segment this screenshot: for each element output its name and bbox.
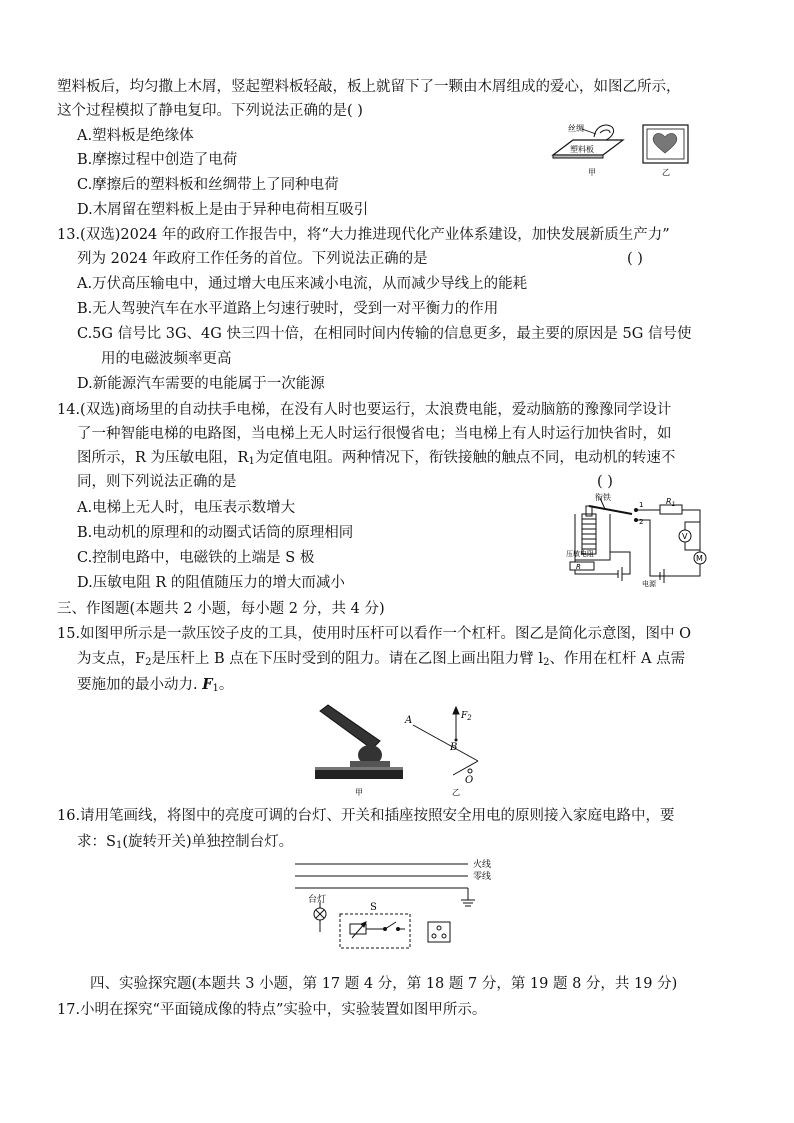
point-b-label: B bbox=[450, 742, 458, 753]
section-4-heading: 四、实验探究题(本题共 3 小题，第 17 题 4 分，第 18 题 7 分，第 19 题 8 分，共 19 分) bbox=[90, 976, 678, 992]
q13-option-c-2: 用的电磁波频率更高 bbox=[101, 351, 232, 367]
dumpling-press-figure bbox=[315, 705, 403, 797]
q13-option-d: D.新能源汽车需要的电能属于一次能源 bbox=[77, 376, 325, 392]
motor-label: M bbox=[696, 554, 703, 563]
contact-2-label: 2 bbox=[639, 518, 644, 526]
q14-answer-paren: ( ) bbox=[597, 474, 613, 490]
q13-option-a: A.万伏高压输电中，通过增大电压来减小电流，从而减少导线上的能耗 bbox=[77, 276, 528, 292]
q16-line-2: 求：$S_1$(旋转开关)单独控制台灯。 bbox=[77, 834, 294, 851]
armature-label: 衔铁 bbox=[595, 493, 611, 502]
heart-board-figure bbox=[643, 125, 688, 177]
silk-plastic-figure bbox=[553, 123, 623, 177]
neutral-wire-label: 零线 bbox=[473, 872, 492, 882]
q12-option-b: B.摩擦过程中创造了电荷 bbox=[77, 152, 238, 168]
q14-option-b: B.电动机的原理和的动圈式话筒的原理相同 bbox=[77, 525, 354, 541]
q14-line-4: 同，则下列说法正确的是 bbox=[77, 474, 237, 490]
q14-option-c: C.控制电路中，电磁铁的上端是 S 极 bbox=[77, 550, 315, 566]
voltmeter-label: V bbox=[682, 532, 688, 541]
q17-line-1: 17.小明在探究“平面镜成像的特点”实验中，实验装置如图甲所示。 bbox=[57, 1002, 487, 1018]
figure-q15 bbox=[310, 703, 500, 798]
r1-label: $R_1$ bbox=[666, 497, 676, 508]
q15-line-2: 为支点，$F_2$是压杆上 B 点在下压时受到的阻力。请在乙图上画出阻力臂 $l_2$、作用在杠杆 A 点需 bbox=[77, 651, 686, 668]
q13-line-1: 13.(双选)2024 年的政府工作报告中，将“大力推进现代化产业体系建设，加快发展新质生产力” bbox=[57, 227, 670, 243]
yi-label: 乙 bbox=[452, 788, 460, 797]
section-3-heading: 三、作图题(本题共 2 小题，每小题 2 分，共 4 分) bbox=[57, 601, 385, 617]
jia-label: 甲 bbox=[588, 168, 596, 177]
silk-label: 丝绸 bbox=[568, 124, 584, 133]
q14-option-d: D.压敏电阻 R 的阻值随压力的增大而减小 bbox=[77, 575, 345, 591]
q16-line-1: 16.请用笔画线，将图中的亮度可调的台灯、开关和插座按照安全用电的原则接入家庭电路中，要 bbox=[57, 808, 675, 824]
q14-option-a: A.电梯上无人时，电压表示数增大 bbox=[77, 500, 296, 516]
figure-q12 bbox=[548, 115, 723, 185]
lamp-label: 台灯 bbox=[308, 895, 327, 905]
q14-line-3: 图所示，R 为压敏电阻，$R_1$为定值电阻。两种情况下，衔铁接触的触点不同，电动机的转速不 bbox=[77, 450, 676, 467]
live-wire-label: 火线 bbox=[473, 860, 492, 870]
q13-option-b: B.无人驾驶汽车在水平道路上匀速行驶时，受到一对平衡力的作用 bbox=[77, 301, 499, 317]
q14-line-2: 了一种智能电梯的电路图，当电梯上无人时运行很慢省电；当电梯上有人时运行加快省时，如 bbox=[77, 426, 672, 442]
power-label: 电源 bbox=[642, 580, 656, 587]
q14-line-1: 14.(双选)商场里的自动扶手电梯，在没有人时也要运行，太浪费电能，爱动脑筋的豫豫同学设计 bbox=[57, 402, 672, 418]
q12-option-c: C.摩擦后的塑料板和丝绸带上了同种电荷 bbox=[77, 177, 339, 193]
q15-line-3: 要施加的最小动力. $F_1$。 bbox=[77, 676, 234, 694]
q12-line-2: 这个过程模拟了静电复印。下列说法正确的是( ) bbox=[57, 103, 363, 119]
q13-answer-paren: ( ) bbox=[627, 251, 643, 267]
q12-option-d: D.木屑留在塑料板上是由于异种电荷相互吸引 bbox=[77, 202, 369, 218]
switch-s-label: S bbox=[370, 902, 377, 913]
force-f2-label: $F_2$ bbox=[461, 711, 472, 722]
yi-label: 乙 bbox=[662, 168, 670, 177]
q15-line-1: 15.如图甲所示是一款压饺子皮的工具，使用时压杆可以看作一个杠杆。图乙是简化示意图，图中 O bbox=[57, 626, 692, 642]
contact-1-label: 1 bbox=[639, 501, 644, 509]
r-label: R bbox=[576, 563, 581, 571]
jia-label: 甲 bbox=[355, 788, 363, 797]
q13-line-2: 列为 2024 年政府工作任务的首位。下列说法正确的是 bbox=[77, 251, 428, 267]
pressure-resistor-label: 压敏电阻 bbox=[566, 550, 594, 558]
figure-q16-household-circuit bbox=[290, 852, 505, 952]
plastic-label: 塑料板 bbox=[570, 145, 594, 154]
figure-q14-circuit bbox=[560, 492, 720, 587]
point-o-label: O bbox=[465, 775, 474, 786]
point-a-label: A bbox=[405, 715, 413, 726]
q12-option-a: A.塑料板是绝缘体 bbox=[77, 128, 194, 144]
q13-option-c-1: C.5G 信号比 3G、4G 快三四十倍，在相同时间内传输的信息更多，最主要的原因是 5G 信号使 bbox=[77, 326, 692, 342]
q12-line-1: 塑料板后，均匀撒上木屑，竖起塑料板轻敲，板上就留下了一颗由木屑组成的爱心，如图乙所示， bbox=[57, 79, 681, 95]
